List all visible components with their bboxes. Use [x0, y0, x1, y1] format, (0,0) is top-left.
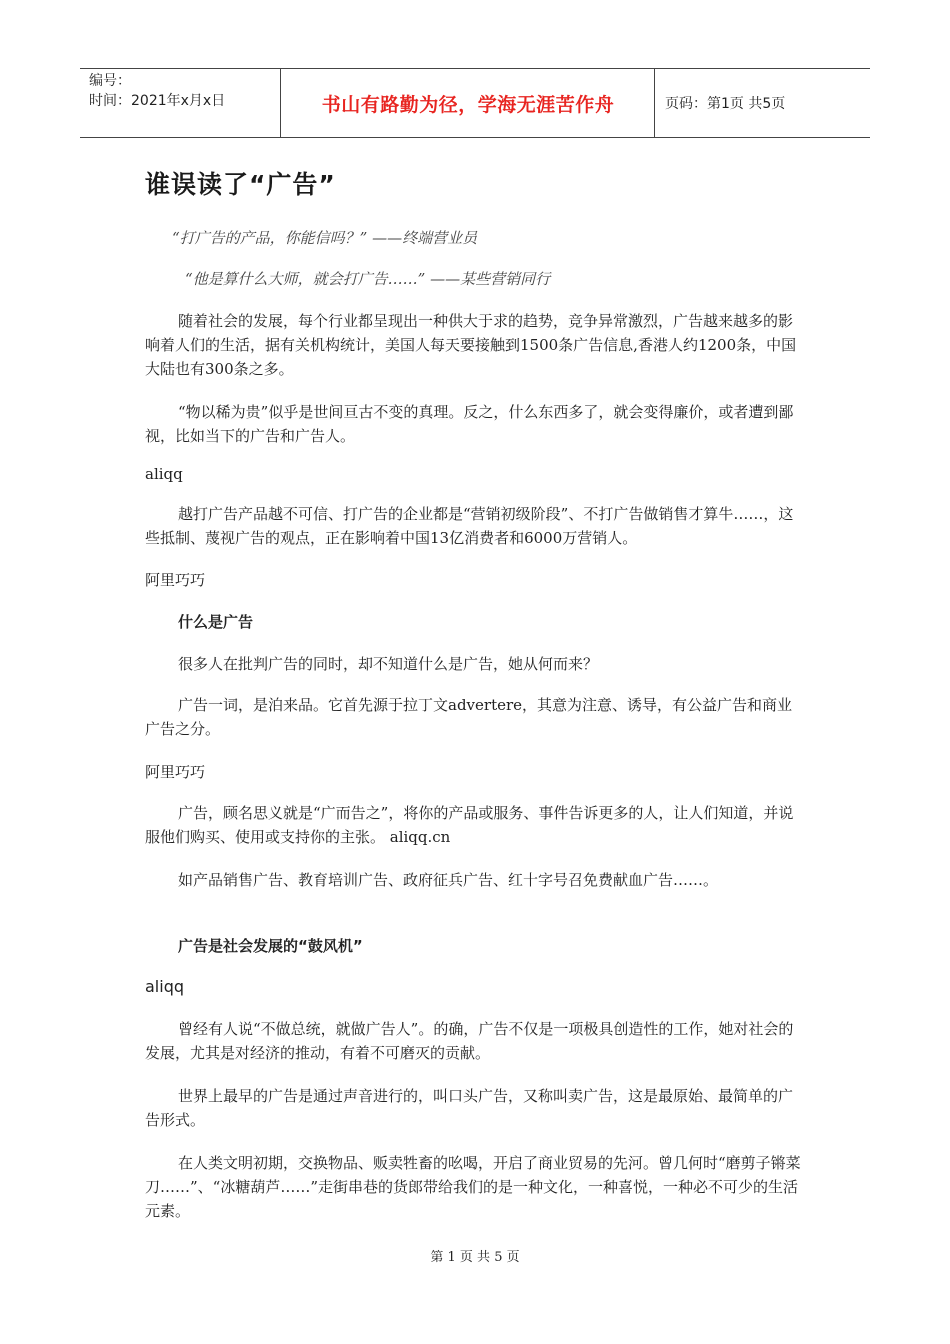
header-page-label: 页码：第1页 共5页 [665, 96, 786, 112]
tag-aliqq-1: aliqq [145, 465, 183, 483]
page-header [80, 68, 870, 138]
quote-2: “他是算什么大师，就会打广告……” ——某些营销同行 [185, 270, 551, 288]
paragraph-5: 广告一词，是泊来品。它首先源于拉丁文advertere，其意为注意、诱导，有公益广告和商业广告之分。 [145, 696, 793, 738]
paragraph-8: 曾经有人说“不做总统，就做广告人”。的确，广告不仅是一项极具创造性的工作，她对社会的发展，尤其是对经济的推动，有着不可磨灭的贡献。 [145, 1020, 794, 1062]
tag-aliqq-2: aliqq [145, 977, 185, 996]
header-motto: 书山有路勤为径，学海无涯苦作舟 [282, 69, 655, 137]
paragraph-1: 随着社会的发展，每个行业都呈现出一种供大于求的趋势，竞争异常激烈，广告越来越多的影响着人们的生活，据有关机构统计，美国人每天要接触到1500条广告信息,香港人约1200条，中国大陆也有300条之多。 [145, 312, 797, 378]
tag-aliqiaoqiao-2: 阿里巧巧 [145, 763, 206, 781]
header-meta [80, 69, 281, 137]
tag-aliqiaoqiao-1: 阿里巧巧 [145, 571, 206, 589]
subheading-what-is-ad: 什么是广告 [178, 613, 254, 631]
document-title: 谁误读了“广告” [145, 170, 336, 199]
paragraph-9: 世界上最早的广告是通过声音进行的，叫口头广告，又称叫卖广告，这是最原始、最简单的广告形式。 [145, 1087, 794, 1129]
time-label: 时间：2021年x月x日 [89, 93, 226, 109]
paragraph-6: 广告，顾名思义就是“广而告之”，将你的产品或服务、事件告诉更多的人，让人们知道，并说服他们购买、使用或支持你的主张。 aliqq.cn [145, 804, 794, 846]
paragraph-4: 很多人在批判广告的同时，却不知道什么是广告，她从何而来？ [178, 655, 599, 673]
page-footer: 第 1 页 共 5 页 [430, 1250, 520, 1265]
subheading-blower: 广告是社会发展的“鼓风机” [178, 937, 363, 955]
paragraph-3: 越打广告产品越不可信、打广告的企业都是“营销初级阶段”、不打广告做销售才算牛……，这些抵制、蔑视广告的观点，正在影响着中国13亿消费者和6000万营销人。 [145, 505, 794, 547]
quote-1: “打广告的产品，你能信吗？” ——终端营业员 [172, 229, 478, 247]
number-label: 编号： [89, 73, 131, 89]
paragraph-2: “物以稀为贵”似乎是世间亘古不变的真理。反之，什么东西多了，就会变得廉价，或者遭到鄙视，比如当下的广告和广告人。 [145, 403, 794, 445]
paragraph-10: 在人类文明初期，交换物品、贩卖牲畜的吆喝，开启了商业贸易的先河。曾几何时“磨剪子锵菜刀……”、“冰糖葫芦……”走街串巷的货郎带给我们的是一种文化，一种喜悦，一种必不可少的生活元素。 [145, 1154, 801, 1220]
paragraph-7: 如产品销售广告、教育培训广告、政府征兵广告、红十字号召免费献血广告……。 [178, 871, 719, 889]
